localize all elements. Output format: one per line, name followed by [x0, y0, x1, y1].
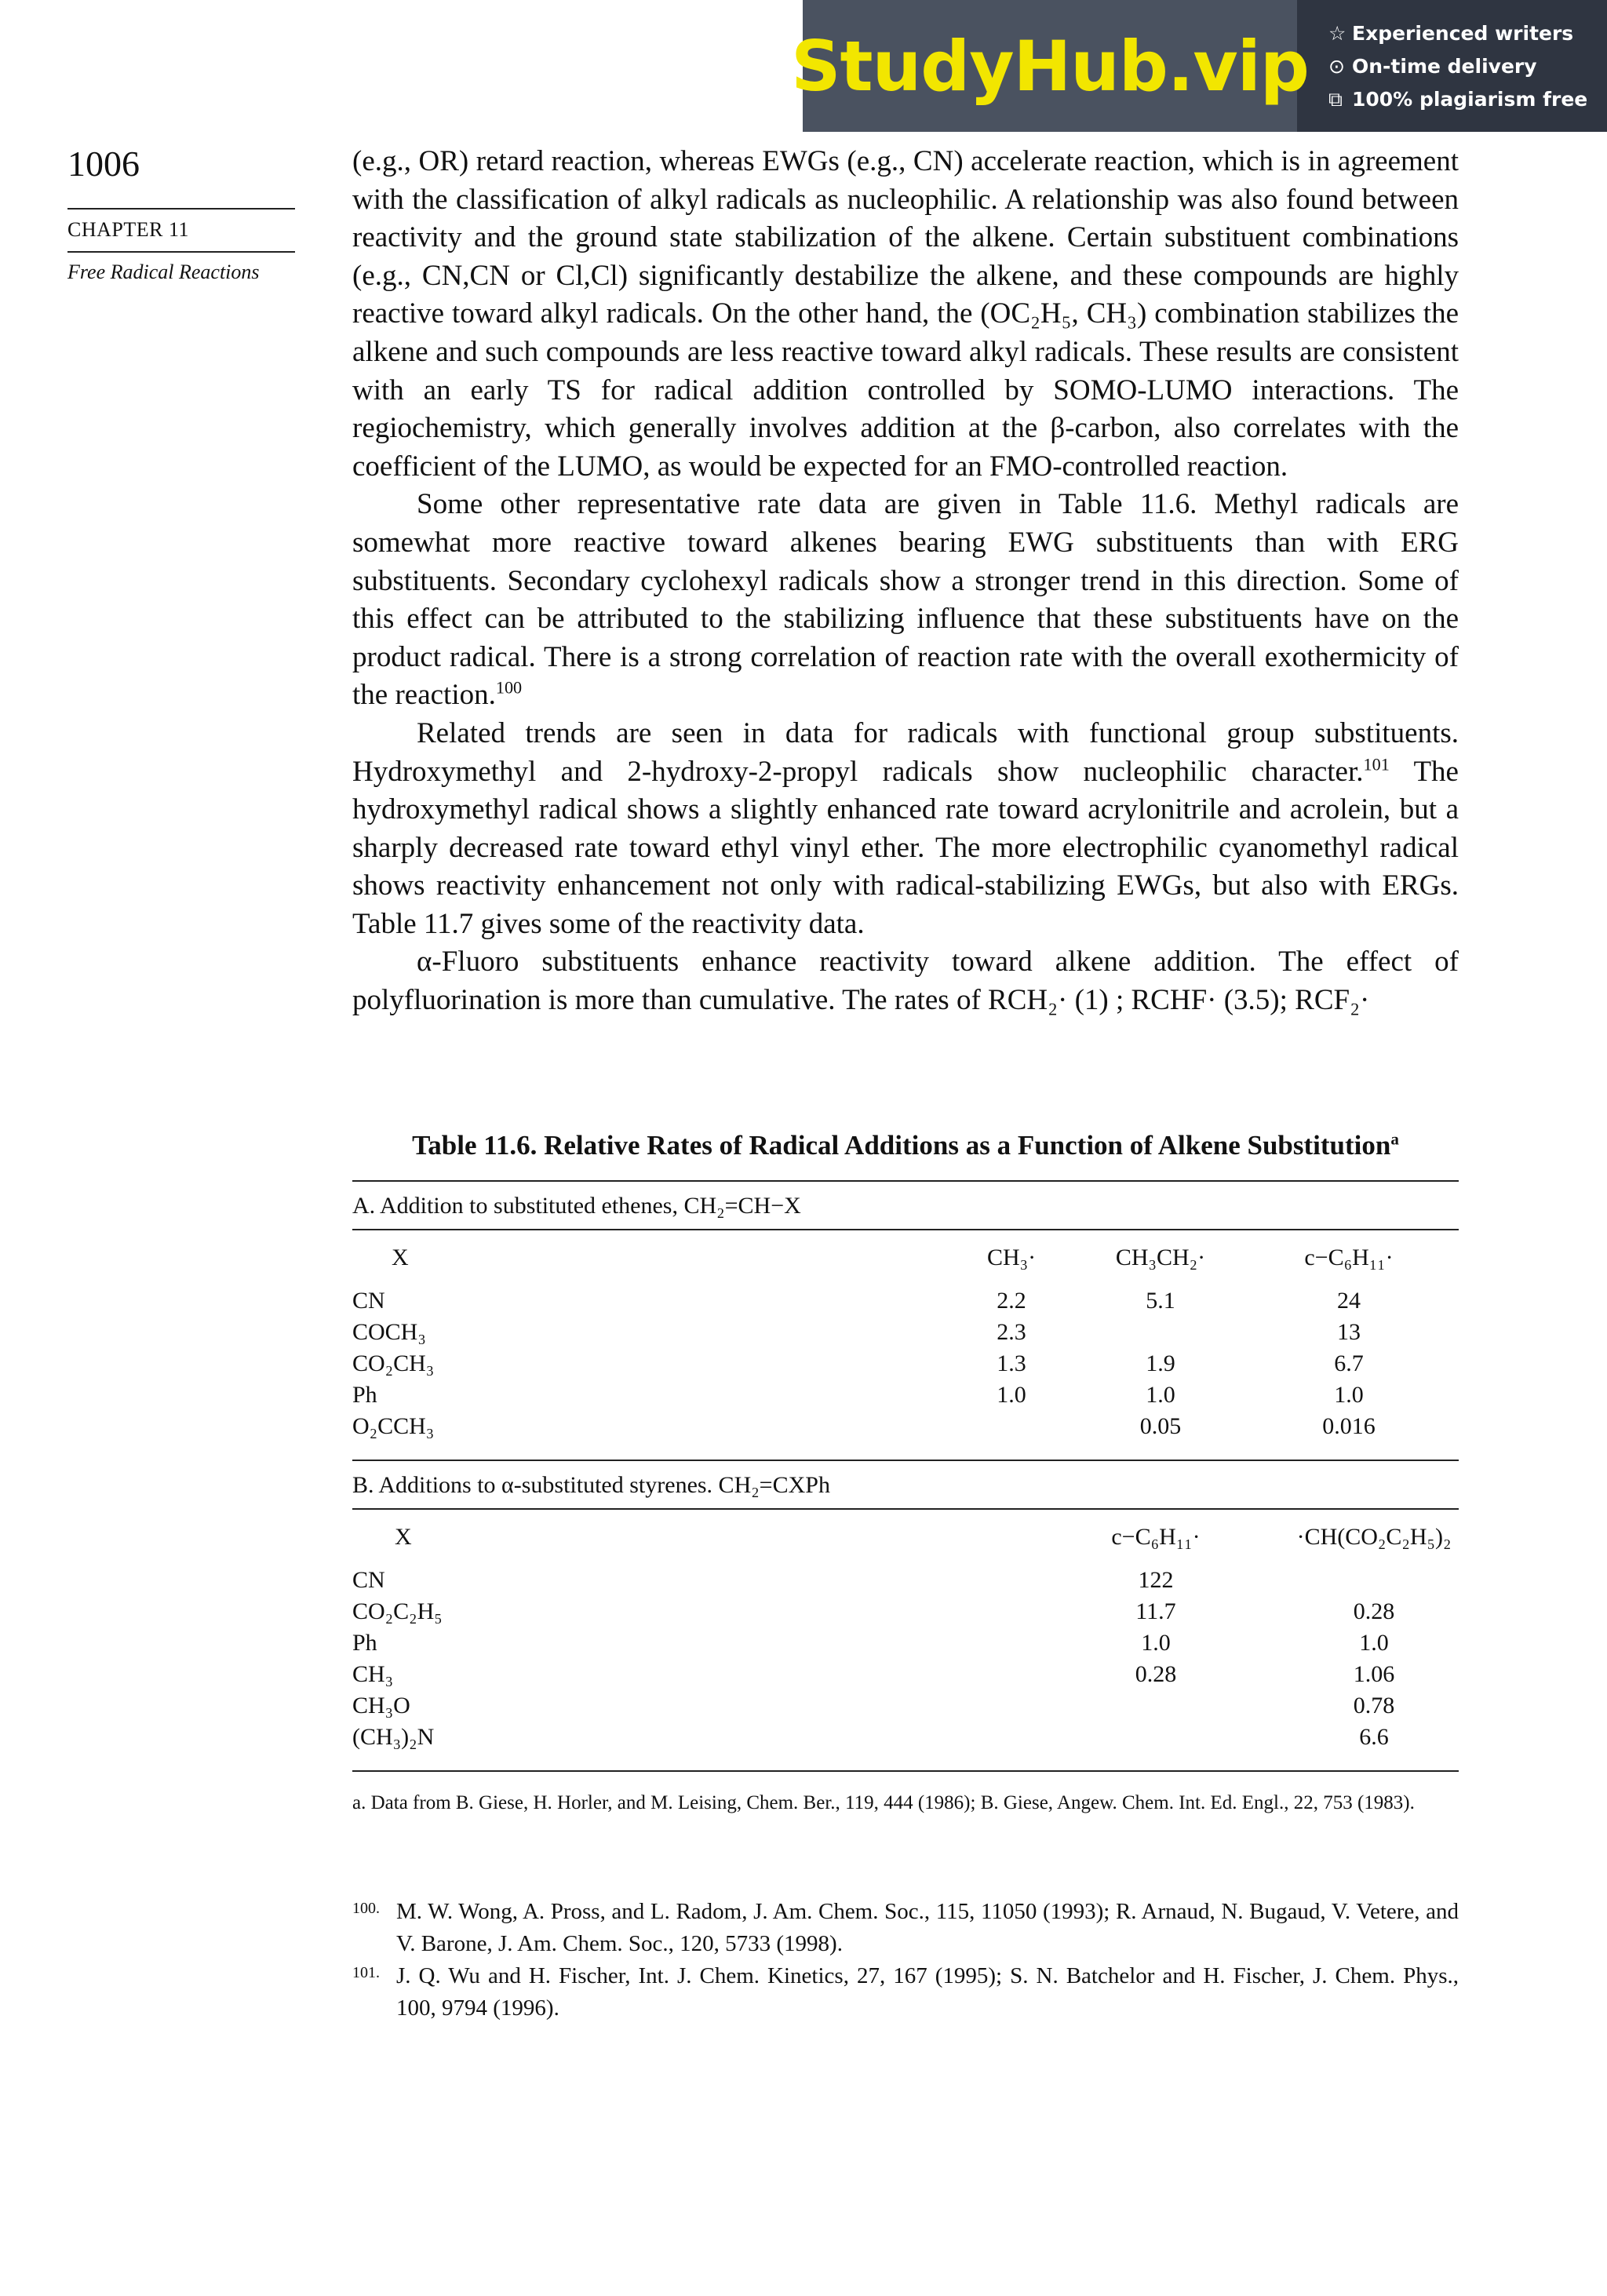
table-cell: 1.0	[1141, 1630, 1171, 1656]
banner-feature-list	[1297, 0, 1587, 132]
table-cell: 1.0	[1146, 1382, 1175, 1408]
table-cell: CN	[352, 1567, 385, 1593]
chapter-label: CHAPTER 11	[67, 218, 189, 241]
table-section-title: B. Additions to α-substituted styrenes. CH₂=CXPh	[352, 1472, 830, 1498]
table-row	[352, 1627, 1459, 1659]
table-cell: 0.28	[1353, 1598, 1395, 1624]
table-footnote: a. Data from B. Giese, H. Horler, and M. Leising, Chem. Ber., 119, 444 (1986); B. Giese, Angew. Chem. Int. Ed. Engl., 22, 753 (1983).	[352, 1792, 1415, 1813]
table-cell: 1.0	[1359, 1630, 1389, 1656]
table-cell: 0.28	[1135, 1661, 1177, 1687]
table-11-6	[352, 1130, 1459, 1817]
table-caption	[352, 1130, 1459, 1161]
star-outline-icon: ☆	[1328, 22, 1346, 45]
column-header: ·CH(CO₂C₂H₅)₂	[1296, 1524, 1452, 1550]
banner-feature-label: On-time delivery	[1352, 55, 1537, 78]
paragraph: (e.g., OR) retard reaction, whereas EWGs (e.g., CN) accelerate reaction, which is in agreement with the classification of alkyl radicals as nucleophilic. A relationship was also found between reactivity and the ground state stabilization of the alkene. Certain substituent combinations (e.g., CN,CN or Cl,Cl) significantly destabilize the alkene, and these compounds are highly reactive toward alkyl radicals. On the other hand, the (OC₂H₅, CH₃) combination stabilizes the alkene and such compounds are less reactive toward alkyl radicals. These results are consistent with an early TS for radical addition controlled by SOMO-LUMO interactions. The regiochemistry, which generally involves addition at the β-carbon, also correlates with the coefficient of the LUMO, as would be expected for an FMO-controlled reaction.	[352, 145, 1459, 483]
table-cell: 1.9	[1146, 1350, 1175, 1376]
banner-feature-experienced	[1328, 17, 1587, 50]
reference-text: M. W. Wong, A. Pross, and L. Radom, J. Am. Chem. Soc., 115, 11050 (1993); R. Arnaud, N. Bugaud, V. Vetere, and V. Barone, J. Am. Chem. Soc., 120, 5733 (1998).	[396, 1899, 1459, 1956]
banner-feature-label: 100% plagiarism free	[1352, 88, 1588, 111]
table-row	[352, 1690, 1459, 1722]
table-row	[352, 1379, 1459, 1411]
table-cell: 0.016	[1322, 1413, 1376, 1439]
table-cell: CO₂CH₃	[352, 1350, 435, 1376]
table-cell: 0.78	[1353, 1693, 1395, 1718]
page-number: 1006	[67, 144, 140, 184]
table-cell: CO₂C₂H₅	[352, 1598, 443, 1624]
banner-feature-ontime	[1328, 50, 1587, 83]
table-spacer-cell	[352, 1442, 1459, 1460]
table-cell: 5.1	[1146, 1288, 1175, 1314]
table-cell: CH₃O	[352, 1693, 410, 1718]
table-row	[352, 1285, 1459, 1317]
table-cell: (CH₃)₂N	[352, 1724, 435, 1750]
table-cell: 11.7	[1135, 1598, 1176, 1624]
reference-item	[352, 1896, 1459, 1960]
column-header: c−C₆H₁₁·	[1111, 1524, 1201, 1550]
table-cell	[1082, 1317, 1239, 1348]
table-row	[352, 1596, 1459, 1627]
reference-number: 100.	[352, 1900, 380, 1917]
table-caption-text: Table 11.6. Relative Rates of Radical Additions as a Function of Alkene Substitution	[412, 1130, 1391, 1161]
paragraph-text: The hydroxymethyl radical shows a slightly enhanced rate toward acrylonitrile and acrolein, but a sharply decreased rate toward ethyl vinyl ether. The more electrophilic cyanomethyl radical shows reactivity enhancement not only with radical-stabilizing EWGs, but also with ERGs. Table 11.7 gives some of the reactivity data.	[352, 755, 1459, 940]
margin-divider	[67, 208, 295, 210]
table-spacer	[352, 1442, 1459, 1460]
table-cell: 122	[1138, 1567, 1174, 1593]
table-cell: COCH₃	[352, 1319, 426, 1345]
paragraph-text: Some other representative rate data are given in Table 11.6. Methyl radicals are somewhat more reactive toward alkenes bearing EWG substituents than with ERG substituents. Secondary cyclohexyl radicals show a stronger trend in this direction. Some of this effect can be attributed to the stabilizing influence that these substituents have on the product radical. There is a strong correlation of reaction rate with the overall exothermicity of the reaction.	[352, 488, 1459, 712]
table-cell: 1.3	[997, 1350, 1026, 1376]
column-header: c−C₆H₁₁·	[1304, 1245, 1394, 1270]
table-cell: 6.6	[1359, 1724, 1389, 1750]
table-section-title: A. Addition to substituted ethenes, CH₂=CH−X	[352, 1193, 801, 1219]
table-cell: 1.0	[1334, 1382, 1364, 1408]
reference-number: 101.	[352, 1964, 380, 1981]
table-cell: 24	[1337, 1288, 1361, 1314]
table-cell	[1022, 1690, 1289, 1722]
table-caption-note: a	[1390, 1129, 1399, 1149]
margin-divider	[67, 251, 295, 253]
table-row	[352, 1565, 1459, 1596]
table-section-a	[352, 1230, 1459, 1460]
body-text	[352, 143, 1459, 1020]
table-cell	[941, 1411, 1082, 1442]
table-cell: O₂CCH₃	[352, 1413, 435, 1439]
table-row	[352, 1348, 1459, 1379]
citation-ref[interactable]: 101	[1363, 754, 1390, 774]
table-cell: 2.3	[997, 1319, 1026, 1345]
copy-check-icon: ⧉	[1328, 88, 1343, 111]
table-cell: Ph	[352, 1382, 377, 1408]
table-cell: 1.06	[1353, 1661, 1395, 1687]
promo-banner[interactable]	[791, 0, 1607, 132]
table-row	[352, 1659, 1459, 1690]
paragraph-text: Related trends are seen in data for radicals with functional group substituents. Hydroxymethyl and 2-hydroxy-2-propyl radicals show nucleophilic character.	[352, 716, 1459, 788]
table-spacer	[352, 1753, 1459, 1770]
paragraph: α-Fluoro substituents enhance reactivity toward alkene addition. The effect of polyfluorination is more than cumulative. The rates of RCH₂· (1) ; RCHF· (3.5); RCF₂·	[352, 946, 1459, 1017]
reference-text: J. Q. Wu and H. Fischer, Int. J. Chem. Kinetics, 27, 167 (1995); S. N. Batchelor and H. Fischer, J. Chem. Phys., 100, 9794 (1996).	[396, 1963, 1459, 2021]
table-cell	[1289, 1565, 1459, 1596]
paragraph	[352, 715, 1459, 944]
paragraph	[352, 486, 1459, 715]
citation-ref[interactable]: 100	[495, 677, 523, 698]
table-cell: 13	[1337, 1319, 1361, 1345]
table-cell: 6.7	[1334, 1350, 1364, 1376]
chapter-title: Free Radical Reactions	[67, 261, 260, 283]
table-rule	[352, 1770, 1459, 1772]
table-row	[352, 1722, 1459, 1753]
table-spacer-cell	[352, 1753, 1459, 1770]
table-cell: 1.0	[997, 1382, 1026, 1408]
column-header: X	[392, 1245, 409, 1270]
studyhub-logo[interactable]: StudyHub.vip	[803, 0, 1297, 132]
footnote-references	[352, 1896, 1459, 2024]
table-cell	[1022, 1722, 1289, 1753]
reference-item	[352, 1960, 1459, 2024]
table-cell: CN	[352, 1288, 385, 1314]
clock-icon: ⊙	[1328, 55, 1345, 78]
table-header-row	[352, 1230, 1459, 1285]
table-section-b	[352, 1510, 1459, 1770]
table-header-row	[352, 1510, 1459, 1565]
column-header: CH₃CH₂·	[1115, 1245, 1206, 1270]
banner-feature-plagiarism	[1328, 83, 1587, 116]
table-cell: 2.2	[997, 1288, 1026, 1314]
banner-feature-label: Experienced writers	[1352, 22, 1574, 45]
table-cell: 0.05	[1139, 1413, 1182, 1439]
table-row	[352, 1317, 1459, 1348]
table-cell: CH₃	[352, 1661, 394, 1687]
column-header: X	[395, 1524, 412, 1550]
table-cell: Ph	[352, 1630, 377, 1656]
column-header: CH₃·	[986, 1245, 1037, 1270]
table-row	[352, 1411, 1459, 1442]
